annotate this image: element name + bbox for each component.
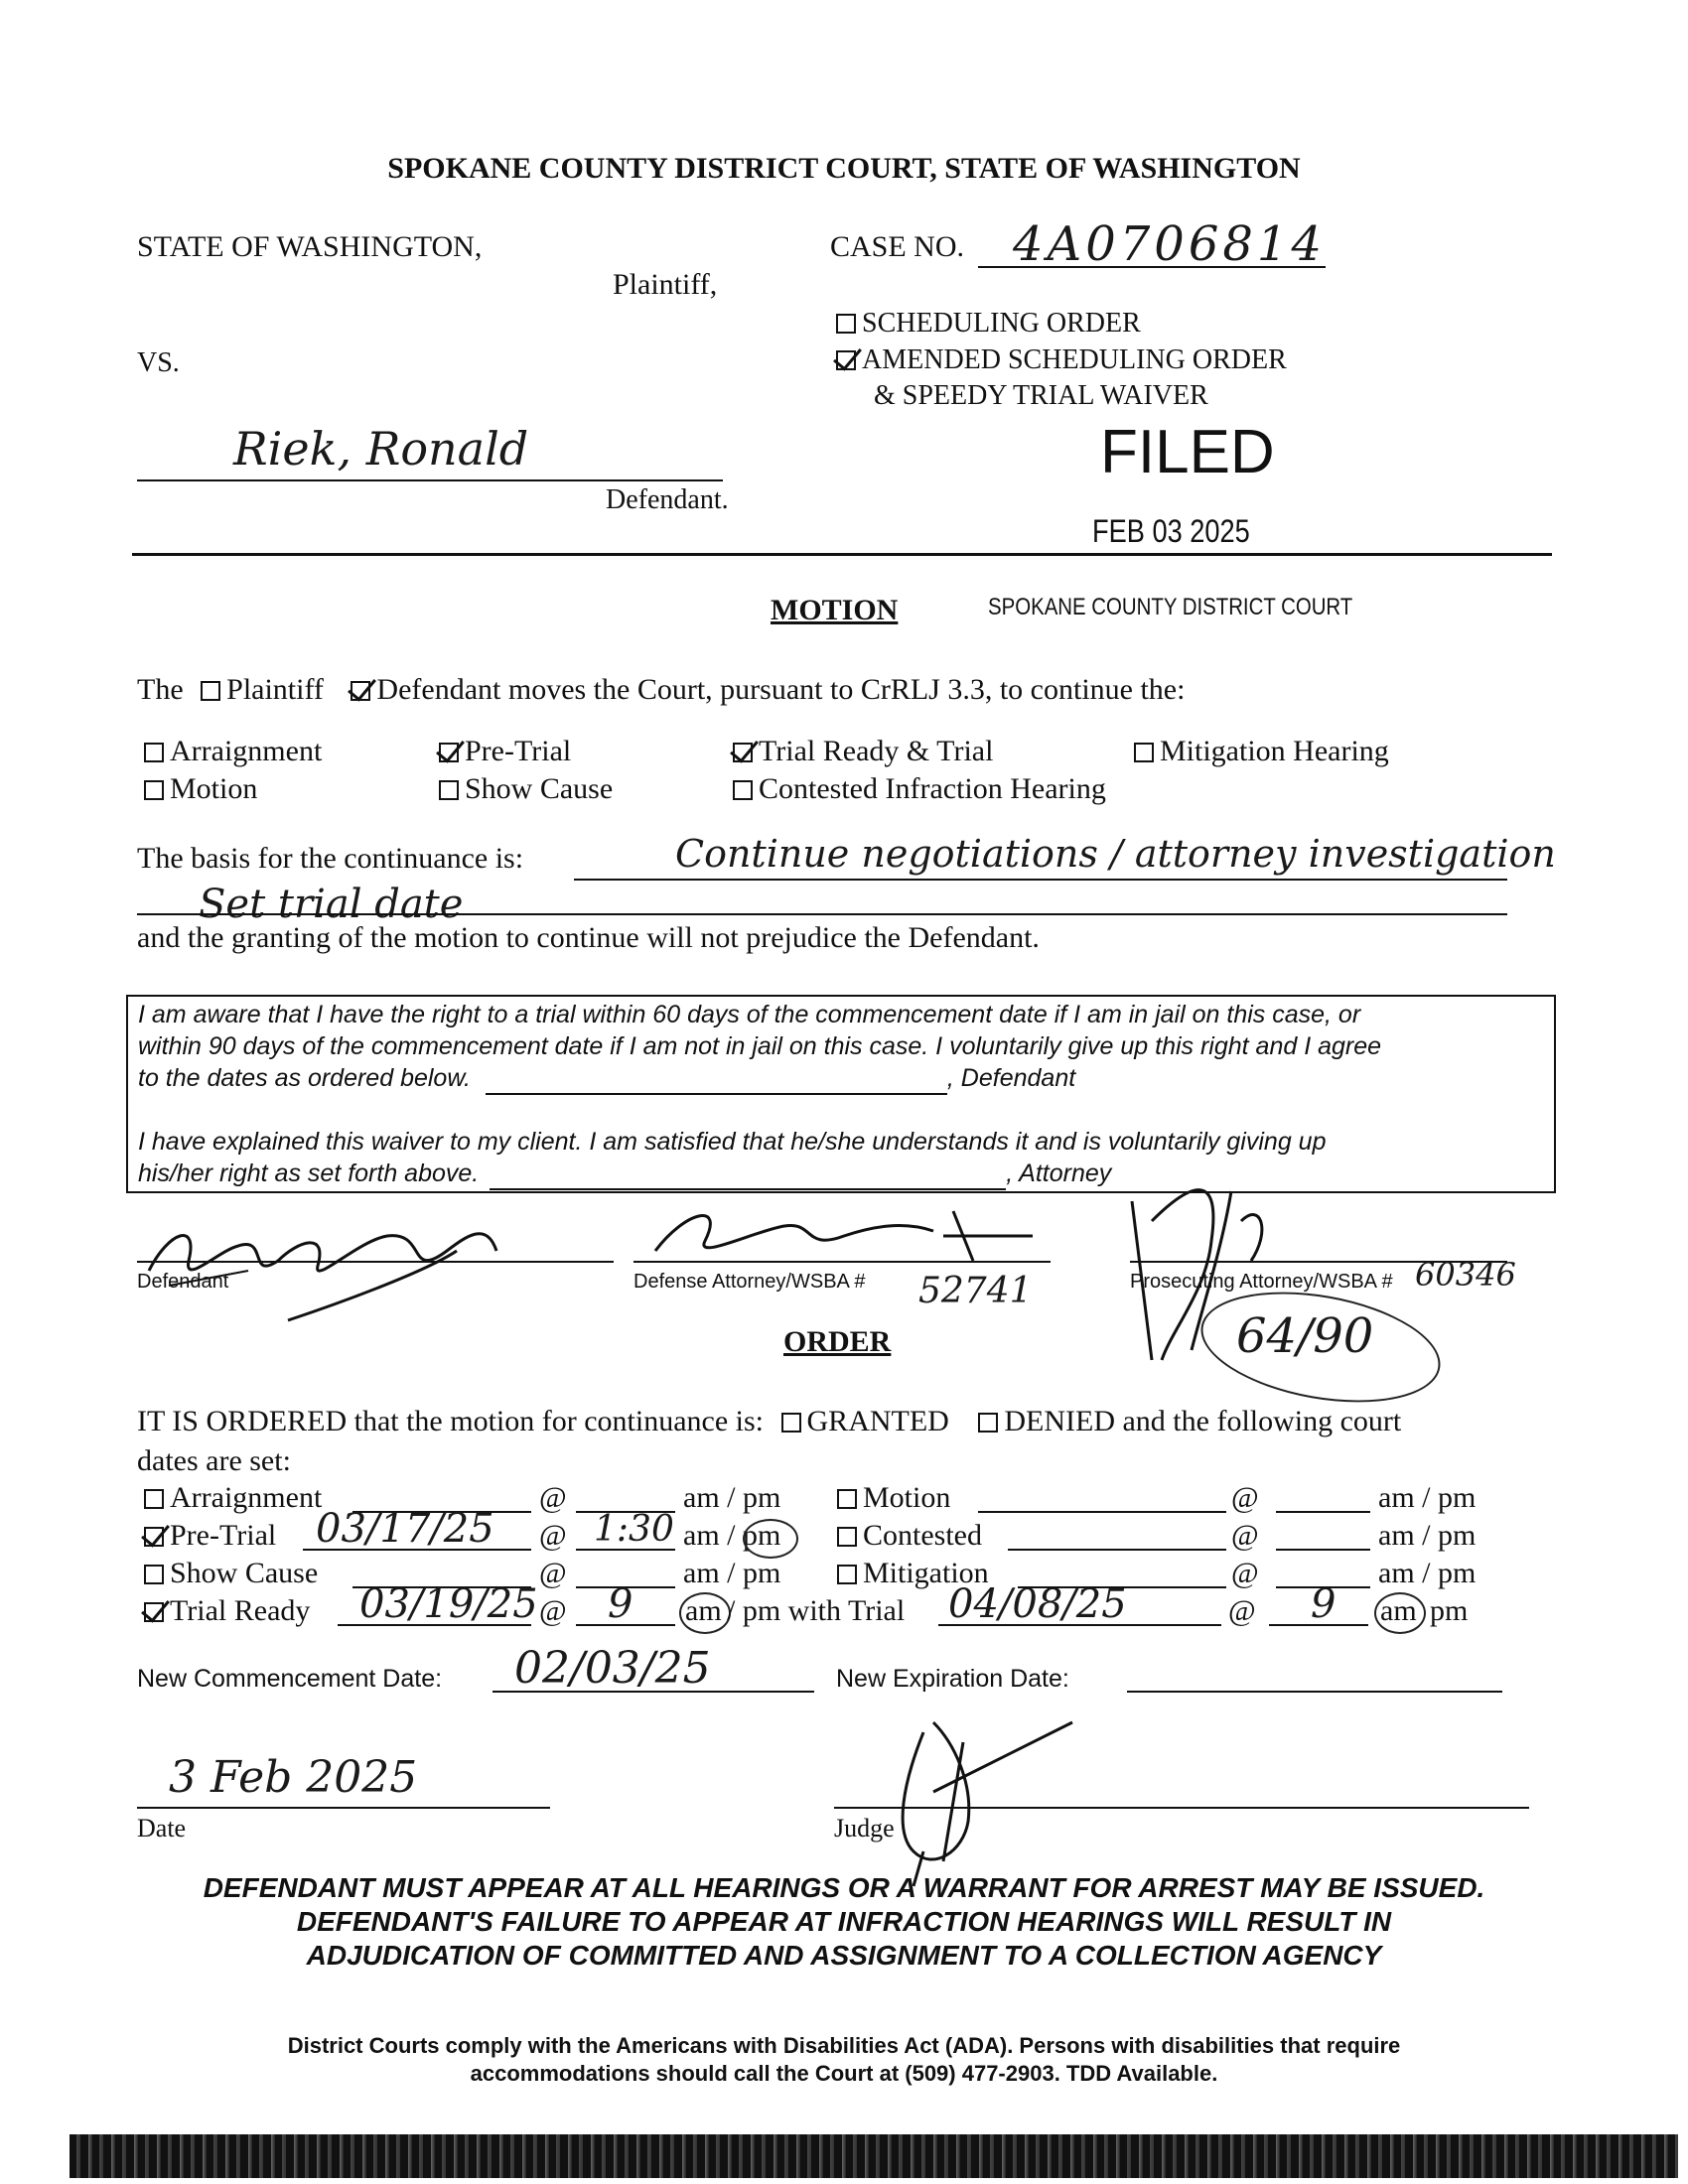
ada-line-2: accommodations should call the Court at (509) 477-2903. TDD Available. <box>470 2061 1218 2086</box>
defense-attorney-label: Defense Attorney/WSBA # <box>633 1271 866 1293</box>
order-show-cause-checkbox[interactable] <box>144 1565 164 1584</box>
trial-ready-date[interactable]: 03/19/25 <box>359 1581 538 1627</box>
order-trial-ready-checkbox[interactable] <box>144 1602 164 1622</box>
waiver-line-1: I am aware that I have the right to a trial within 60 days of the commencement date if I am in jail on this case, or <box>138 1001 1361 1028</box>
granted-label: GRANTED <box>806 1405 949 1437</box>
waiver-line-3 <box>138 1064 1075 1095</box>
circled-note: 64/90 <box>1236 1308 1374 1364</box>
trial-am: am <box>1380 1594 1417 1627</box>
filed-date: FEB 03 2025 <box>1092 513 1250 549</box>
arraignment-at: @ <box>539 1481 567 1514</box>
show-cause-ampm: am / pm <box>683 1557 781 1589</box>
court-title: SPOKANE COUNTY DISTRICT COURT, STATE OF WASHINGTON <box>387 152 1301 185</box>
stamp-court-name: SPOKANE COUNTY DISTRICT COURT <box>988 594 1353 620</box>
motion-time-field[interactable] <box>1276 1511 1370 1513</box>
case-no-value[interactable]: 4A0706814 <box>1013 216 1326 272</box>
prosecutor-wsba-number[interactable]: 60346 <box>1415 1256 1516 1294</box>
contested-time-field[interactable] <box>1276 1549 1370 1551</box>
contested-date-field[interactable] <box>1008 1549 1226 1551</box>
order-row-show-cause <box>144 1557 318 1590</box>
trial-date[interactable]: 04/08/25 <box>948 1581 1127 1627</box>
warning-line-3: ADJUDICATION OF COMMITTED AND ASSIGNMENT TO A COLLECTION AGENCY <box>306 1940 1382 1971</box>
speedy-trial-waiver-label: & SPEEDY TRIAL WAIVER <box>874 380 1208 411</box>
mitigation-checkbox[interactable] <box>1134 743 1154 762</box>
defendant-option-label: Defendant moves the Court, pursuant to CrRLJ 3.3, to continue the: <box>376 673 1186 706</box>
order-arraignment-label: Arraignment <box>170 1481 323 1514</box>
judge-label: Judge <box>834 1814 895 1843</box>
defendant-checkbox[interactable] <box>351 681 370 701</box>
judge-signature[interactable] <box>874 1703 1112 1891</box>
hearing-option-trial-ready[interactable] <box>733 735 993 768</box>
date-signature-line <box>137 1807 550 1809</box>
trial-ready-time[interactable]: 9 <box>608 1581 633 1627</box>
order-show-cause-label: Show Cause <box>170 1557 319 1589</box>
defendant-signature-label: Defendant <box>137 1271 229 1293</box>
pre-trial-time-field <box>576 1549 675 1551</box>
trial-ready-date-field <box>338 1624 531 1626</box>
motion-heading: MOTION <box>771 594 899 626</box>
mitigation-time-field[interactable] <box>1276 1586 1370 1588</box>
contested-checkbox[interactable] <box>733 780 753 800</box>
motion-date-field[interactable] <box>978 1511 1226 1513</box>
basis-line-2-underline <box>137 913 1507 915</box>
scheduling-order-checkbox[interactable] <box>836 314 856 334</box>
attorney-waiver-suffix: , Attorney <box>1006 1160 1112 1187</box>
ordered-line <box>137 1405 1401 1438</box>
ada-line-1: District Courts comply with the Americans with Disabilities Act (ADA). Persons with disabilities that require <box>287 2033 1401 2058</box>
attorney-waiver-line-2-text: his/her right as set forth above. <box>138 1160 480 1187</box>
attorney-waiver-line-1: I have explained this waiver to my client. I am satisfied that he/she understands it and is voluntarily giving up <box>138 1128 1327 1156</box>
basis-label: The basis for the continuance is: <box>137 842 524 875</box>
warning-line-2: DEFENDANT'S FAILURE TO APPEAR AT INFRACTION HEARINGS WILL RESULT IN <box>296 1906 1392 1937</box>
prosecutor-label: Prosecuting Attorney/WSBA # <box>1130 1271 1393 1293</box>
trial-am-circle <box>1374 1592 1426 1634</box>
order-motion-checkbox[interactable] <box>837 1489 857 1509</box>
hearing-option-contested[interactable] <box>733 772 1106 806</box>
pre-trial-date-field <box>303 1549 531 1551</box>
denied-checkbox[interactable] <box>978 1413 998 1433</box>
ordered-text: IT IS ORDERED that the motion for continuance is: <box>137 1405 765 1437</box>
mitigation-at: @ <box>1231 1557 1259 1589</box>
trial-ready-label: Trial Ready & Trial <box>759 735 994 767</box>
defendant-label: Defendant. <box>606 484 729 515</box>
plaintiff-label: Plaintiff, <box>613 268 718 301</box>
waiver-line-2: within 90 days of the commencement date if I am not in jail on this case. I voluntarily give up this right and I agree <box>138 1032 1382 1060</box>
case-no-line <box>978 266 1326 268</box>
trial-time[interactable]: 9 <box>1311 1581 1336 1627</box>
basis-line-2[interactable]: Set trial date <box>199 882 464 927</box>
trial-ready-am-circle <box>679 1592 731 1634</box>
commencement-label: New Commencement Date: <box>137 1665 443 1693</box>
pre-trial-pm-circle <box>743 1519 798 1559</box>
motion-at: @ <box>1231 1481 1259 1514</box>
pre-trial-ampm: am / pm <box>683 1519 781 1552</box>
show-cause-label: Show Cause <box>465 772 614 805</box>
trial-ready-time-field <box>576 1624 675 1626</box>
moving-party-line <box>137 673 1185 707</box>
trial-pm: pm <box>1430 1594 1469 1627</box>
order-row-contested <box>837 1519 982 1553</box>
arraignment-label: Arraignment <box>170 735 323 767</box>
scheduling-order-option[interactable] <box>836 308 1141 340</box>
following-text: and the following court <box>1122 1405 1402 1437</box>
order-mitigation-label: Mitigation <box>863 1557 989 1589</box>
hearing-option-motion[interactable] <box>144 772 257 806</box>
warning-line-1: DEFENDANT MUST APPEAR AT ALL HEARINGS OR A WARRANT FOR ARREST MAY BE ISSUED. <box>203 1872 1485 1903</box>
hearing-option-pre-trial[interactable] <box>439 735 571 768</box>
contested-label: Contested Infraction Hearing <box>759 772 1106 805</box>
mitigation-ampm: am / pm <box>1378 1557 1477 1589</box>
basis-line-1-underline <box>574 879 1507 881</box>
denied-label: DENIED <box>1004 1405 1115 1437</box>
with-trial-label: / pm with Trial <box>727 1594 906 1627</box>
waiver-line-3-text: to the dates as ordered below. <box>138 1064 471 1092</box>
amended-order-checkbox[interactable] <box>836 350 856 370</box>
defense-attorney-signature[interactable] <box>635 1191 1072 1281</box>
commencement-date[interactable]: 02/03/25 <box>514 1643 711 1694</box>
defendant-signature-line <box>137 1261 614 1263</box>
prejudice-text: and the granting of the motion to continue will not prejudice the Defendant. <box>137 921 1040 954</box>
signed-date[interactable]: 3 Feb 2025 <box>169 1752 418 1803</box>
defense-wsba-number[interactable]: 52741 <box>918 1271 1033 1311</box>
amended-order-label: AMENDED SCHEDULING ORDER <box>862 344 1287 375</box>
show-cause-checkbox[interactable] <box>439 780 459 800</box>
amended-order-option[interactable] <box>836 344 1287 376</box>
arraignment-checkbox[interactable] <box>144 743 164 762</box>
filed-stamp: FILED <box>1100 418 1275 486</box>
caption-divider <box>132 553 1552 556</box>
contested-ampm: am / pm <box>1378 1519 1477 1552</box>
expiration-label: New Expiration Date: <box>836 1665 1069 1693</box>
pre-trial-date[interactable]: 03/17/25 <box>316 1506 494 1552</box>
the-label: The <box>137 673 184 706</box>
motion-checkbox[interactable] <box>144 780 164 800</box>
vs-label: VS. <box>137 347 180 378</box>
plaintiff-option-label: Plaintiff <box>226 673 324 706</box>
motion-label: Motion <box>170 772 258 805</box>
trial-ready-at: @ <box>539 1594 567 1627</box>
order-row-motion <box>837 1481 950 1515</box>
pre-trial-at: @ <box>539 1519 567 1552</box>
hearing-option-mitigation[interactable] <box>1134 735 1389 768</box>
defendant-name: Riek, Ronald <box>233 422 529 476</box>
trial-time-field <box>1269 1624 1368 1626</box>
order-row-mitigation <box>837 1557 989 1590</box>
defense-signature-line <box>633 1261 1051 1263</box>
expiration-date-field <box>1127 1691 1502 1693</box>
granted-checkbox[interactable] <box>781 1413 801 1433</box>
contested-at: @ <box>1231 1519 1259 1552</box>
order-mitigation-checkbox[interactable] <box>837 1565 857 1584</box>
case-no-label: CASE NO. <box>830 230 965 263</box>
defendant-waiver-suffix: , Defendant <box>946 1064 1076 1092</box>
date-label: Date <box>137 1814 187 1843</box>
pre-trial-label: Pre-Trial <box>465 735 572 767</box>
trial-date-field <box>938 1624 1221 1626</box>
basis-line-1[interactable]: Continue negotiations / attorney investigation <box>675 832 1556 876</box>
order-motion-label: Motion <box>863 1481 951 1514</box>
arraignment-ampm: am / pm <box>683 1481 781 1514</box>
scheduling-order-label: SCHEDULING ORDER <box>862 308 1141 339</box>
trial-ready-am: am <box>685 1594 722 1627</box>
hearing-option-show-cause[interactable] <box>439 772 613 806</box>
plaintiff-checkbox[interactable] <box>201 681 220 701</box>
pre-trial-checkbox[interactable] <box>439 743 459 762</box>
defendant-name-line <box>137 479 723 481</box>
order-row-arraignment <box>144 1481 322 1515</box>
attorney-waiver-line-2 <box>138 1160 1111 1190</box>
plaintiff-name: STATE OF WASHINGTON, <box>137 230 483 263</box>
order-pre-trial-checkbox[interactable] <box>144 1527 164 1547</box>
order-trial-ready-label: Trial Ready <box>170 1594 311 1627</box>
mitigation-label: Mitigation Hearing <box>1160 735 1389 767</box>
scan-artifact-band <box>70 2134 1678 2178</box>
pre-trial-time[interactable]: 1:30 <box>594 1509 674 1550</box>
hearing-option-arraignment[interactable] <box>144 735 322 768</box>
dates-set-text: dates are set: <box>137 1444 291 1477</box>
order-arraignment-checkbox[interactable] <box>144 1489 164 1509</box>
order-row-trial-ready <box>144 1594 310 1628</box>
commencement-date-field <box>492 1691 814 1693</box>
mitigation-date-field[interactable] <box>1018 1586 1226 1588</box>
defendant-waiver-signature-field[interactable] <box>486 1064 947 1095</box>
attorney-waiver-signature-field[interactable] <box>490 1160 1006 1190</box>
order-row-pre-trial <box>144 1519 276 1553</box>
trial-at: @ <box>1228 1594 1256 1627</box>
motion-ampm: am / pm <box>1378 1481 1477 1514</box>
order-contested-label: Contested <box>863 1519 982 1552</box>
judge-signature-line <box>834 1807 1529 1809</box>
order-heading: ORDER <box>783 1325 892 1358</box>
order-pre-trial-label: Pre-Trial <box>170 1519 277 1552</box>
order-contested-checkbox[interactable] <box>837 1527 857 1547</box>
show-cause-at: @ <box>539 1557 567 1589</box>
trial-ready-checkbox[interactable] <box>733 743 753 762</box>
